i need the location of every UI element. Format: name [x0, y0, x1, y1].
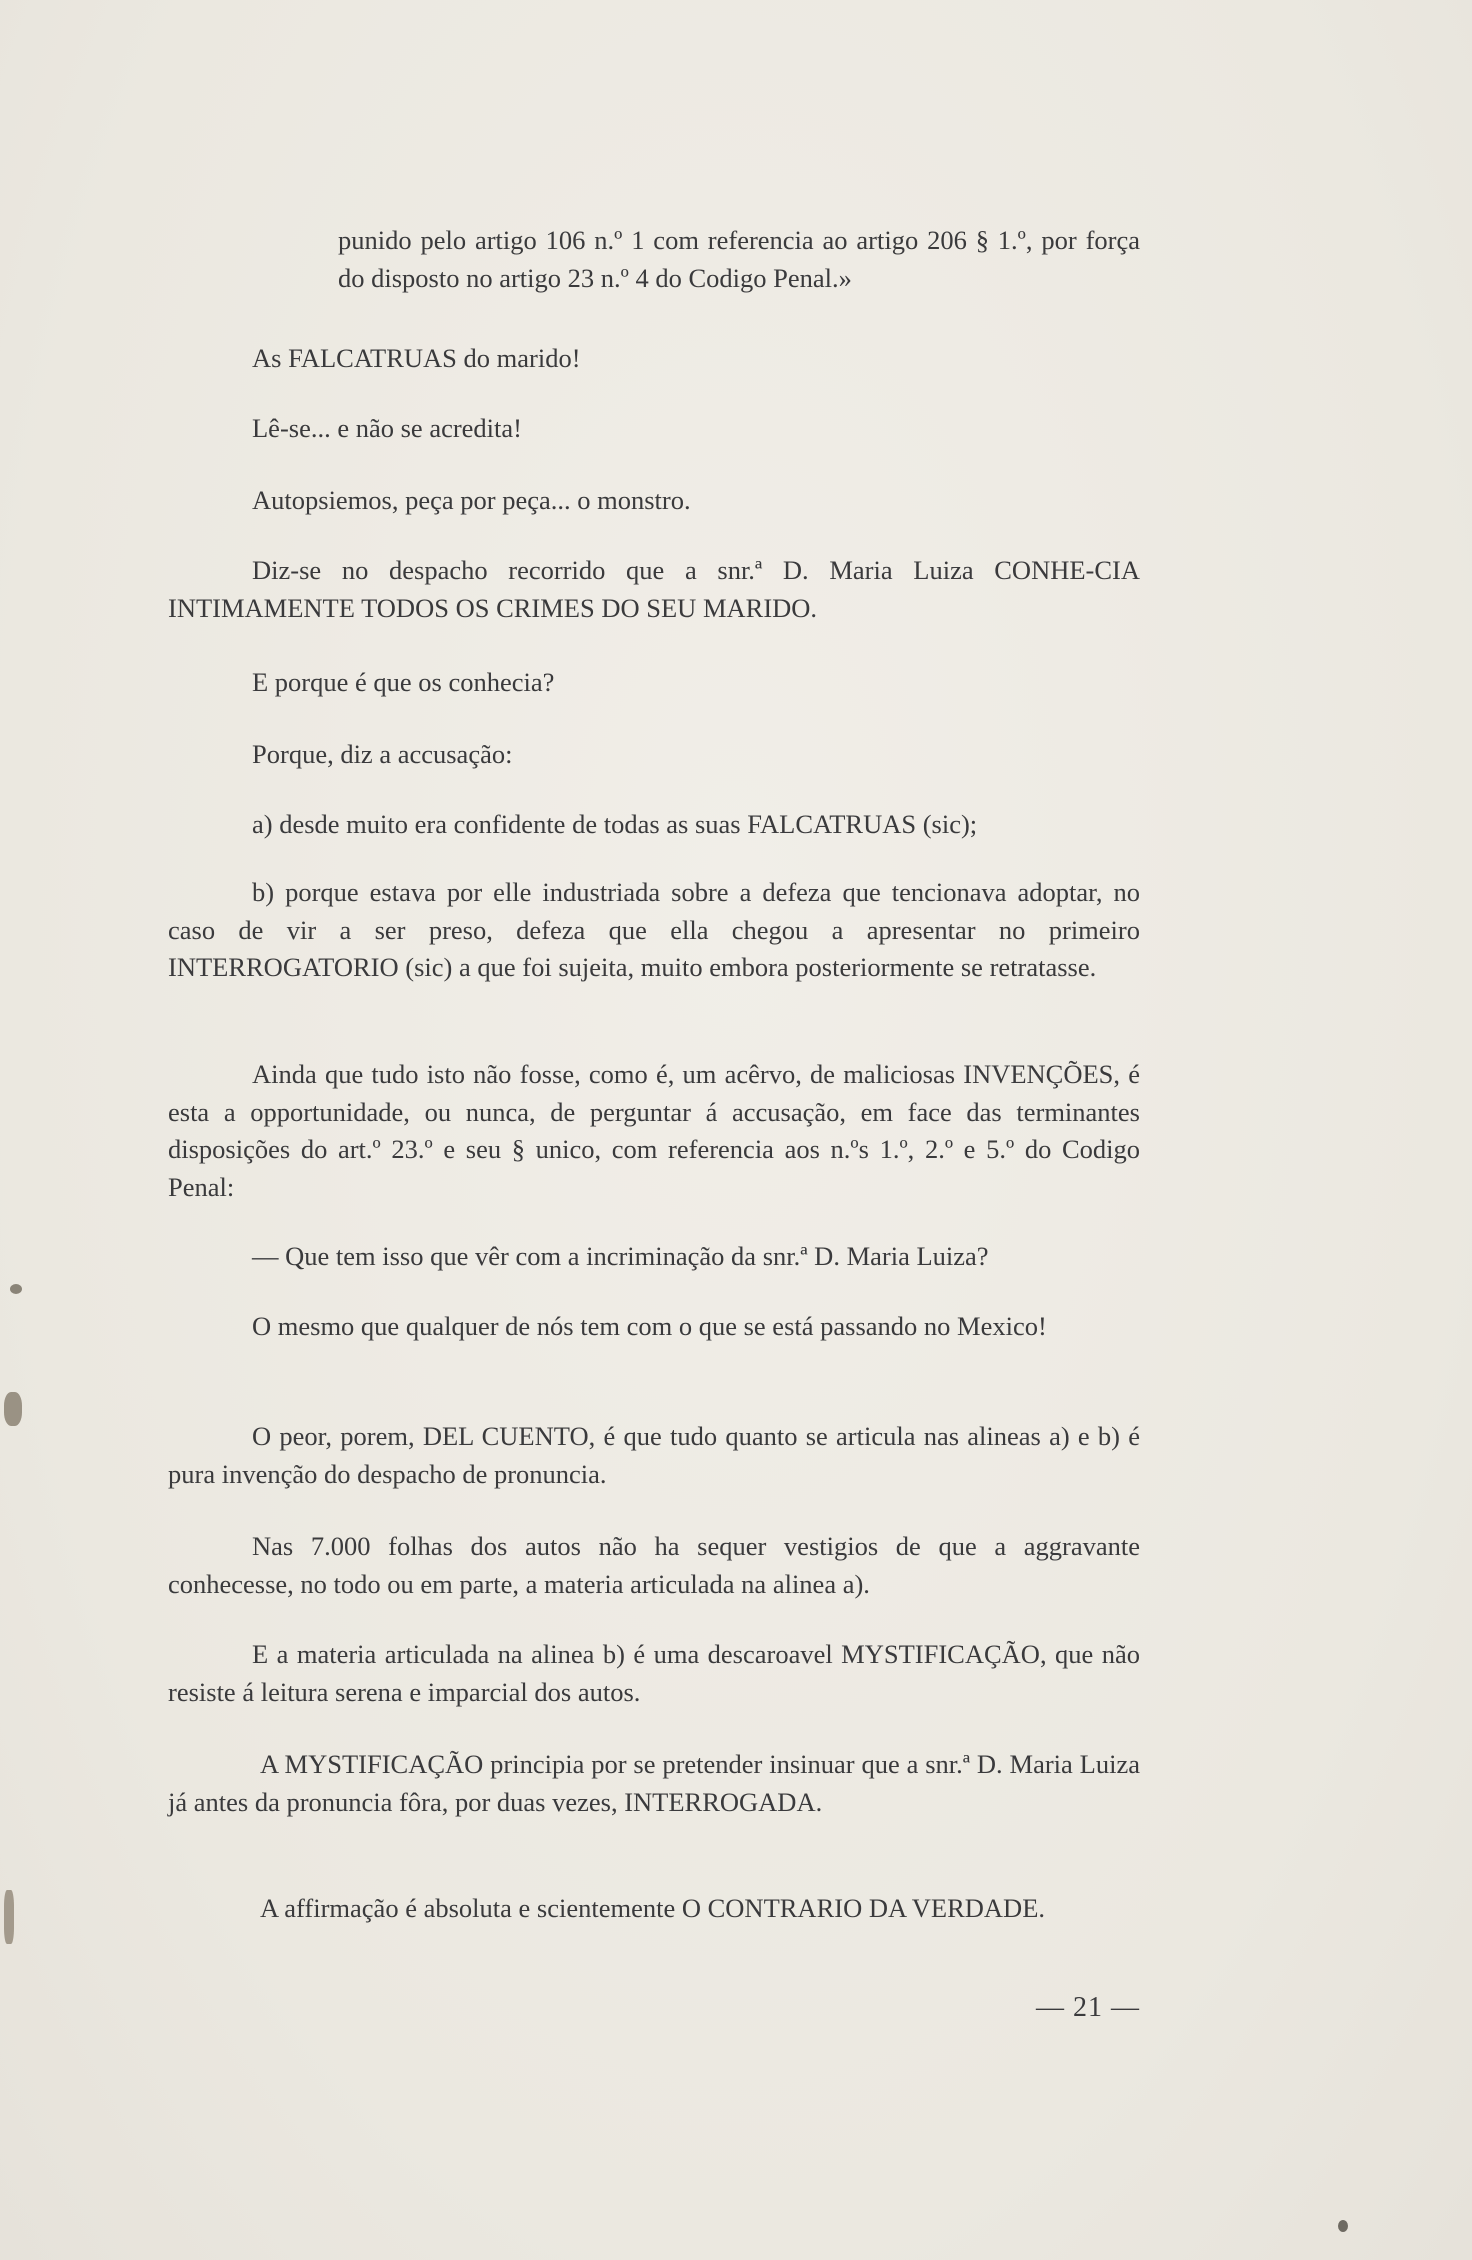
paragraph-9: b) porque estava por elle industriada sobre a defeza que tencionava adoptar, no caso de vir a ser preso, defeza que ella chegou a apresentar no primeiro INTERROGATORIO (sic) a que foi sujeita, muito embora posteriormente se retratasse.	[168, 877, 1140, 982]
paragraph-5: Diz-se no despacho recorrido que a snr.ª D. Maria Luiza CONHE-CIA INTIMAMENTE TODOS OS CRIMES DO SEU MARIDO.	[168, 555, 1140, 623]
paragraph-6: E porque é que os conhecia?	[252, 667, 555, 697]
paragraph-17: A affirmação é absoluta e scientemente O CONTRARIO DA VERDADE.	[260, 1893, 1046, 1923]
paragraph-14: Nas 7.000 folhas dos autos não ha sequer vestigios de que a aggravante conhecesse, no todo ou em parte, a materia articulada na alinea a).	[168, 1531, 1140, 1599]
page-number: — 21 —	[1036, 1992, 1140, 2023]
scan-speck	[10, 1284, 22, 1294]
scan-speck	[4, 1392, 22, 1426]
paragraph-3: Lê-se... e não se acredita!	[252, 413, 522, 443]
paragraph-2: As FALCATRUAS do marido!	[252, 343, 581, 373]
paragraph-4: Autopsiemos, peça por peça... o monstro.	[252, 485, 691, 515]
paragraph-10: Ainda que tudo isto não fosse, como é, um acêrvo, de maliciosas INVENÇÕES, é esta a opportunidade, ou nunca, de perguntar á accusação, em face das terminantes disposições do art.º 23.º e seu § unico, com referencia aos n.ºs 1.º, 2.º e 5.º do Codigo Penal:	[168, 1059, 1140, 1202]
paragraph-16: A MYSTIFICAÇÃO principia por se pretender insinuar que a snr.ª D. Maria Luiza já antes da pronuncia fôra, por duas vezes, INTERROGADA.	[168, 1749, 1140, 1817]
paragraph-7: Porque, diz a accusação:	[252, 739, 513, 769]
paragraph-11: — Que tem isso que vêr com a incriminação da snr.ª D. Maria Luiza?	[252, 1241, 989, 1271]
paragraph-15: E a materia articulada na alinea b) é uma descaroavel MYSTIFICAÇÃO, que não resiste á leitura serena e imparcial dos autos.	[168, 1639, 1140, 1707]
paragraph-12: O mesmo que qualquer de nós tem com o que se está passando no Mexico!	[252, 1311, 1047, 1341]
paragraph-8: a) desde muito era confidente de todas as suas FALCATRUAS (sic);	[252, 809, 978, 839]
paragraph-1: punido pelo artigo 106 n.º 1 com referencia ao artigo 206 § 1.º, por força do disposto no artigo 23 n.º 4 do Codigo Penal.»	[338, 225, 1140, 293]
scan-speck	[4, 1890, 14, 1944]
scan-speck	[1338, 2220, 1348, 2232]
paragraph-13: O peor, porem, DEL CUENTO, é que tudo quanto se articula nas alineas a) e b) é pura invenção do despacho de pronuncia.	[168, 1421, 1140, 1489]
